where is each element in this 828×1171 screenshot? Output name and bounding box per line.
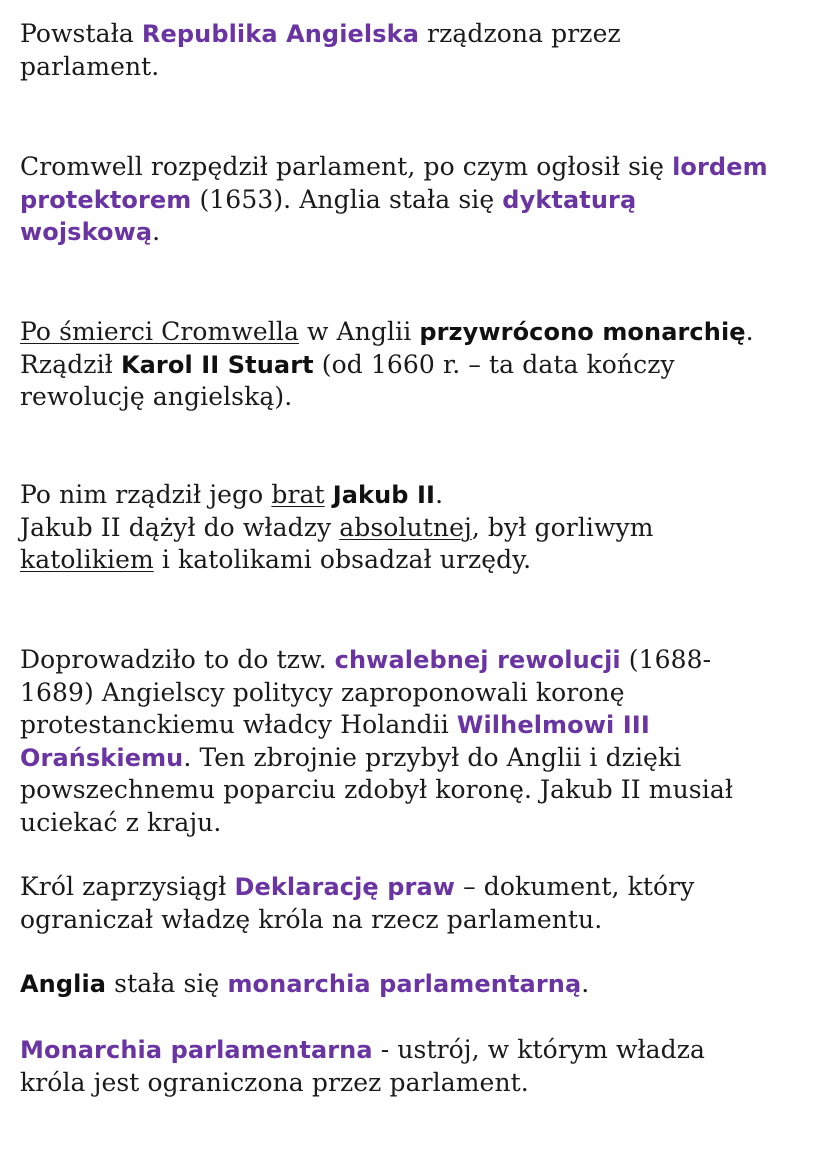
term-chwalebnej-rewolucji: chwalebnej rewolucji	[334, 646, 621, 674]
text: ograniczał władzę króla na rzecz parlamentu.	[20, 904, 603, 934]
text: , był gorliwym	[471, 512, 654, 542]
text: króla jest ograniczona przez parlament.	[20, 1067, 529, 1097]
paragraph-restoration	[20, 316, 820, 414]
term-lordem: lordem	[672, 153, 768, 181]
term-anglia: Anglia	[20, 970, 107, 998]
paragraph-jakub	[20, 479, 820, 577]
paragraph-parliamentary-monarchy	[20, 968, 820, 1001]
term-protektorem: protektorem	[20, 185, 192, 214]
paragraph-glorious-revolution	[20, 644, 820, 839]
text: protestanckiemu władcy Holandii	[20, 710, 457, 739]
term-wojskowa: wojskową	[20, 218, 153, 246]
paragraph-cromwell	[20, 151, 820, 249]
text: parlament.	[20, 51, 160, 81]
text: - ustrój, w którym władza	[372, 1035, 706, 1064]
text: Po nim rządził jego	[20, 480, 272, 509]
text: stała się	[106, 969, 228, 998]
underlined-text: brat	[271, 480, 325, 509]
text: Doprowadziło to do tzw.	[20, 645, 335, 674]
text: rewolucję angielską).	[20, 382, 293, 411]
text: powszechnemu poparciu zdobył koronę. Jakub II musiał	[20, 775, 734, 804]
term-karol-ii-stuart: Karol II Stuart	[120, 350, 314, 379]
term-monarchia-parlamentarna: monarchia parlamentarną	[227, 970, 582, 998]
text: Cromwell rozpędził parlament, po czym ogłosił się	[20, 152, 673, 181]
text: .	[581, 969, 590, 998]
text: Rządził	[20, 349, 121, 379]
text: .	[745, 317, 754, 346]
underlined-text: katolikiem	[20, 545, 154, 574]
paragraph-republic	[20, 18, 820, 83]
text: – dokument, który	[455, 872, 695, 901]
term-wilhelmowi-iii: Wilhelmowi III	[456, 711, 650, 739]
text	[325, 480, 333, 509]
term-republika-angielska: Republika Angielska	[141, 20, 419, 48]
term-monarchia-parlamentarna-definition: Monarchia parlamentarna	[20, 1036, 373, 1064]
paragraph-definition	[20, 1034, 820, 1099]
term-jakub-ii: Jakub II	[332, 481, 436, 509]
text: .	[435, 480, 444, 509]
text: .	[152, 217, 161, 246]
text: Król zaprzysiągł	[20, 872, 235, 901]
paragraph-bill-of-rights	[20, 871, 820, 936]
text: rządzona przez	[419, 19, 621, 48]
term-przywrocono-monarchie: przywrócono monarchię	[419, 318, 746, 346]
text: 1689) Angielscy politycy zaproponowali koronę	[20, 677, 625, 707]
text: Powstała	[20, 19, 142, 48]
term-dyktatura: dyktaturą	[502, 185, 637, 214]
term-deklaracje-praw: Deklarację praw	[234, 873, 456, 901]
term-oranskiemu: Orańskiemu	[20, 743, 184, 772]
underlined-text: Po śmierci Cromwella	[20, 317, 299, 346]
text: Jakub II dążył do władzy	[20, 512, 340, 542]
text: uciekać z kraju.	[20, 807, 222, 837]
text: (1653). Anglia stała się	[191, 184, 503, 214]
text: i katolikami obsadzał urzędy.	[153, 545, 532, 574]
text: w Anglii	[298, 317, 420, 346]
text: (1688-	[620, 645, 712, 674]
text: . Ten zbrojnie przybył do Anglii i dzięki	[183, 742, 682, 772]
text: (od 1660 r. – ta data kończy	[313, 349, 675, 379]
underlined-text: absolutnej	[339, 512, 472, 542]
